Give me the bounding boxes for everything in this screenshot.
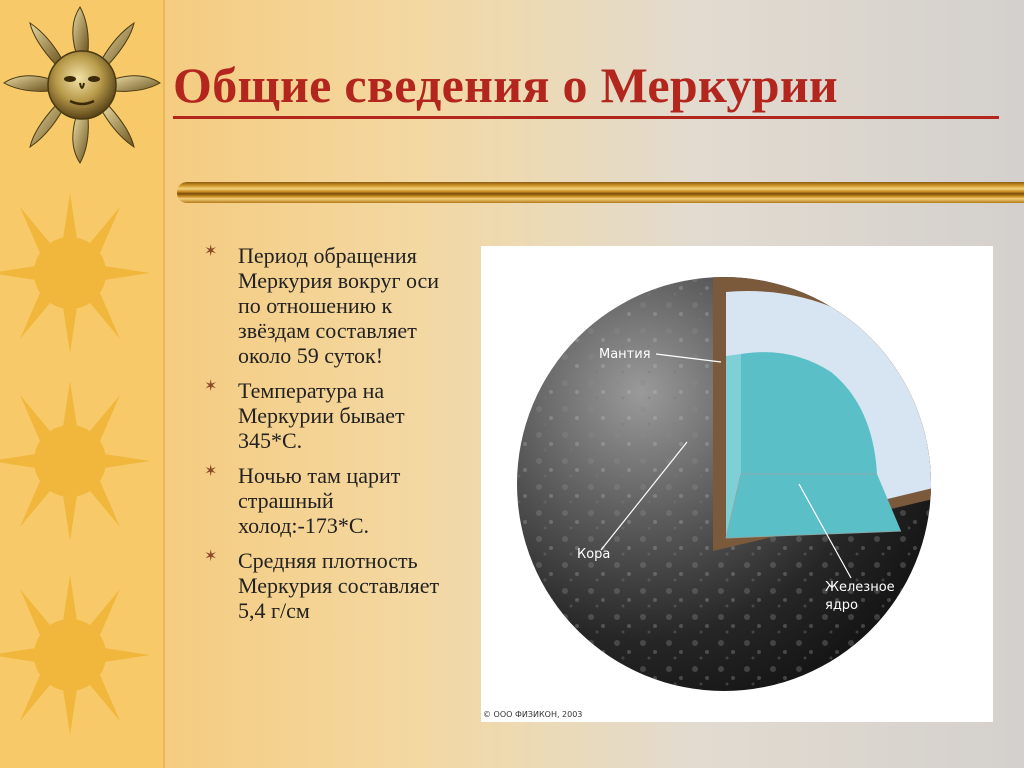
bullet-text: Период обращения Меркурия вокруг оси по отношению к звёздам составляет около 59 суток! [238,243,440,368]
star-bullet-icon: ✶ [204,378,218,395]
star-bullet-icon: ✶ [204,243,218,260]
list-item [200,378,460,453]
bullet-text: Средняя плотность Меркурия составляет 5,4 г/см [238,548,440,623]
star-bullet-icon: ✶ [204,548,218,565]
yellow-sun-icon [0,570,163,740]
figure-copyright: © ООО ФИЗИКОН, 2003 [483,710,583,719]
title-underline [173,116,999,119]
bullet-list [200,243,460,633]
list-item [200,463,460,538]
mercury-cutaway-diagram [481,246,993,722]
mantle-label: Мантия [599,347,651,362]
gold-divider-bar [177,182,1024,203]
crust-label: Кора [577,547,611,562]
slide-title: Общие сведения о Меркурии [173,57,839,113]
core-label-2: ядро [825,598,859,613]
yellow-sun-icon [0,376,163,546]
gold-sun-face-icon [0,5,163,170]
list-item [200,243,460,368]
bullet-text: Ночью там царит страшный холод:-173*С. [238,463,401,538]
bullet-text: Температура на Меркурии бывает 345*С. [238,378,405,453]
mercury-structure-figure [481,246,993,722]
sidebar-divider [163,0,165,768]
sidebar-decoration [0,0,163,768]
star-bullet-icon: ✶ [204,463,218,480]
yellow-sun-icon [0,188,163,358]
core-label: Железное [825,580,895,595]
list-item [200,548,460,623]
